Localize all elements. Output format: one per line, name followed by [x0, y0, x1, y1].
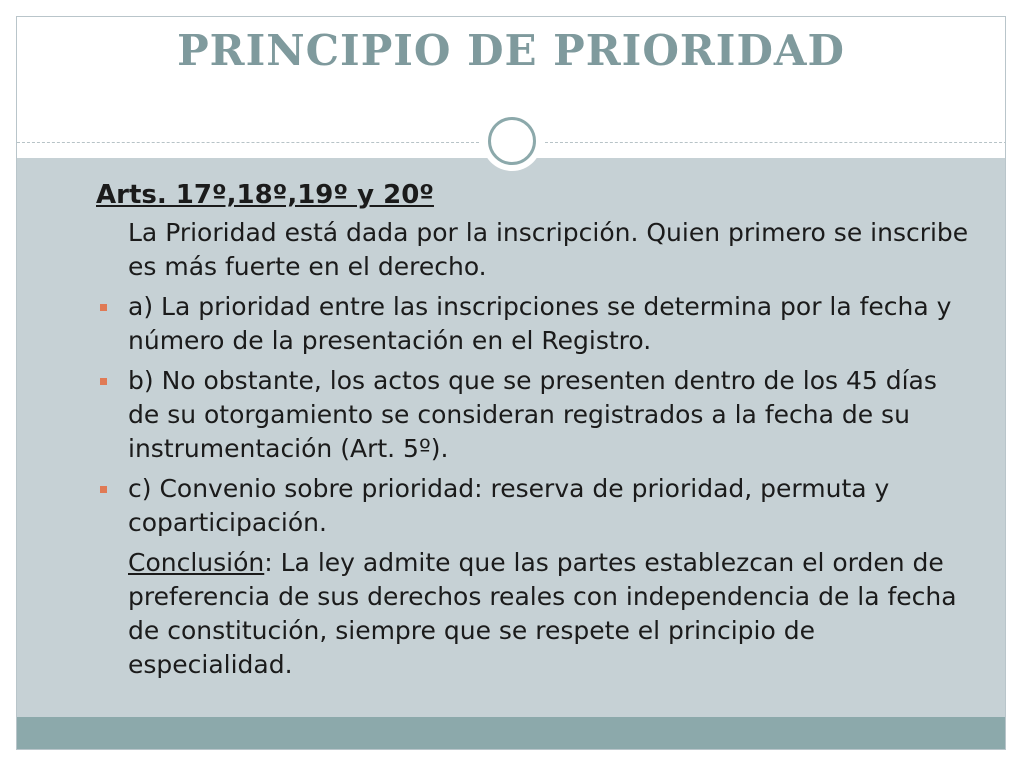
divider-line-left [17, 142, 479, 143]
conclusion-paragraph [96, 546, 976, 682]
circle-ornament-inner [488, 117, 536, 165]
circle-ornament-icon [482, 111, 542, 171]
bullet-text: c) Convenio sobre prioridad: reserva de prioridad, permuta y coparticipación. [128, 474, 890, 537]
footer-band [17, 717, 1005, 750]
articles-heading: Arts. 17º,18º,19º y 20º [96, 180, 434, 210]
square-bullet-icon [100, 378, 107, 385]
square-bullet-icon [100, 304, 107, 311]
intro-paragraph: La Prioridad está dada por la inscripción. Quien primero se inscribe es más fuerte en el derecho. [128, 218, 969, 281]
conclusion-text: : La ley admite que las partes establezcan el orden de preferencia de sus derechos reales con independencia de la fecha de constitución, siempre que se respete el principio de especialidad. [128, 548, 957, 679]
bullet-item-a [96, 290, 976, 358]
square-bullet-icon [100, 486, 107, 493]
slide-body [96, 176, 976, 688]
slide-title: PRINCIPIO DE PRIORIDAD [177, 26, 845, 75]
bullet-text: b) No obstante, los actos que se presenten dentro de los 45 días de su otorgamiento se consideran registrados a la fecha de su instrumentación (Art. 5º). [128, 366, 937, 463]
bullet-text: a) La prioridad entre las inscripciones se determina por la fecha y número de la presentación en el Registro. [128, 292, 952, 355]
bullet-item-b [96, 364, 976, 466]
bullet-item-c [96, 472, 976, 540]
divider-line-right [545, 142, 1006, 143]
conclusion-label: Conclusión [128, 548, 265, 577]
